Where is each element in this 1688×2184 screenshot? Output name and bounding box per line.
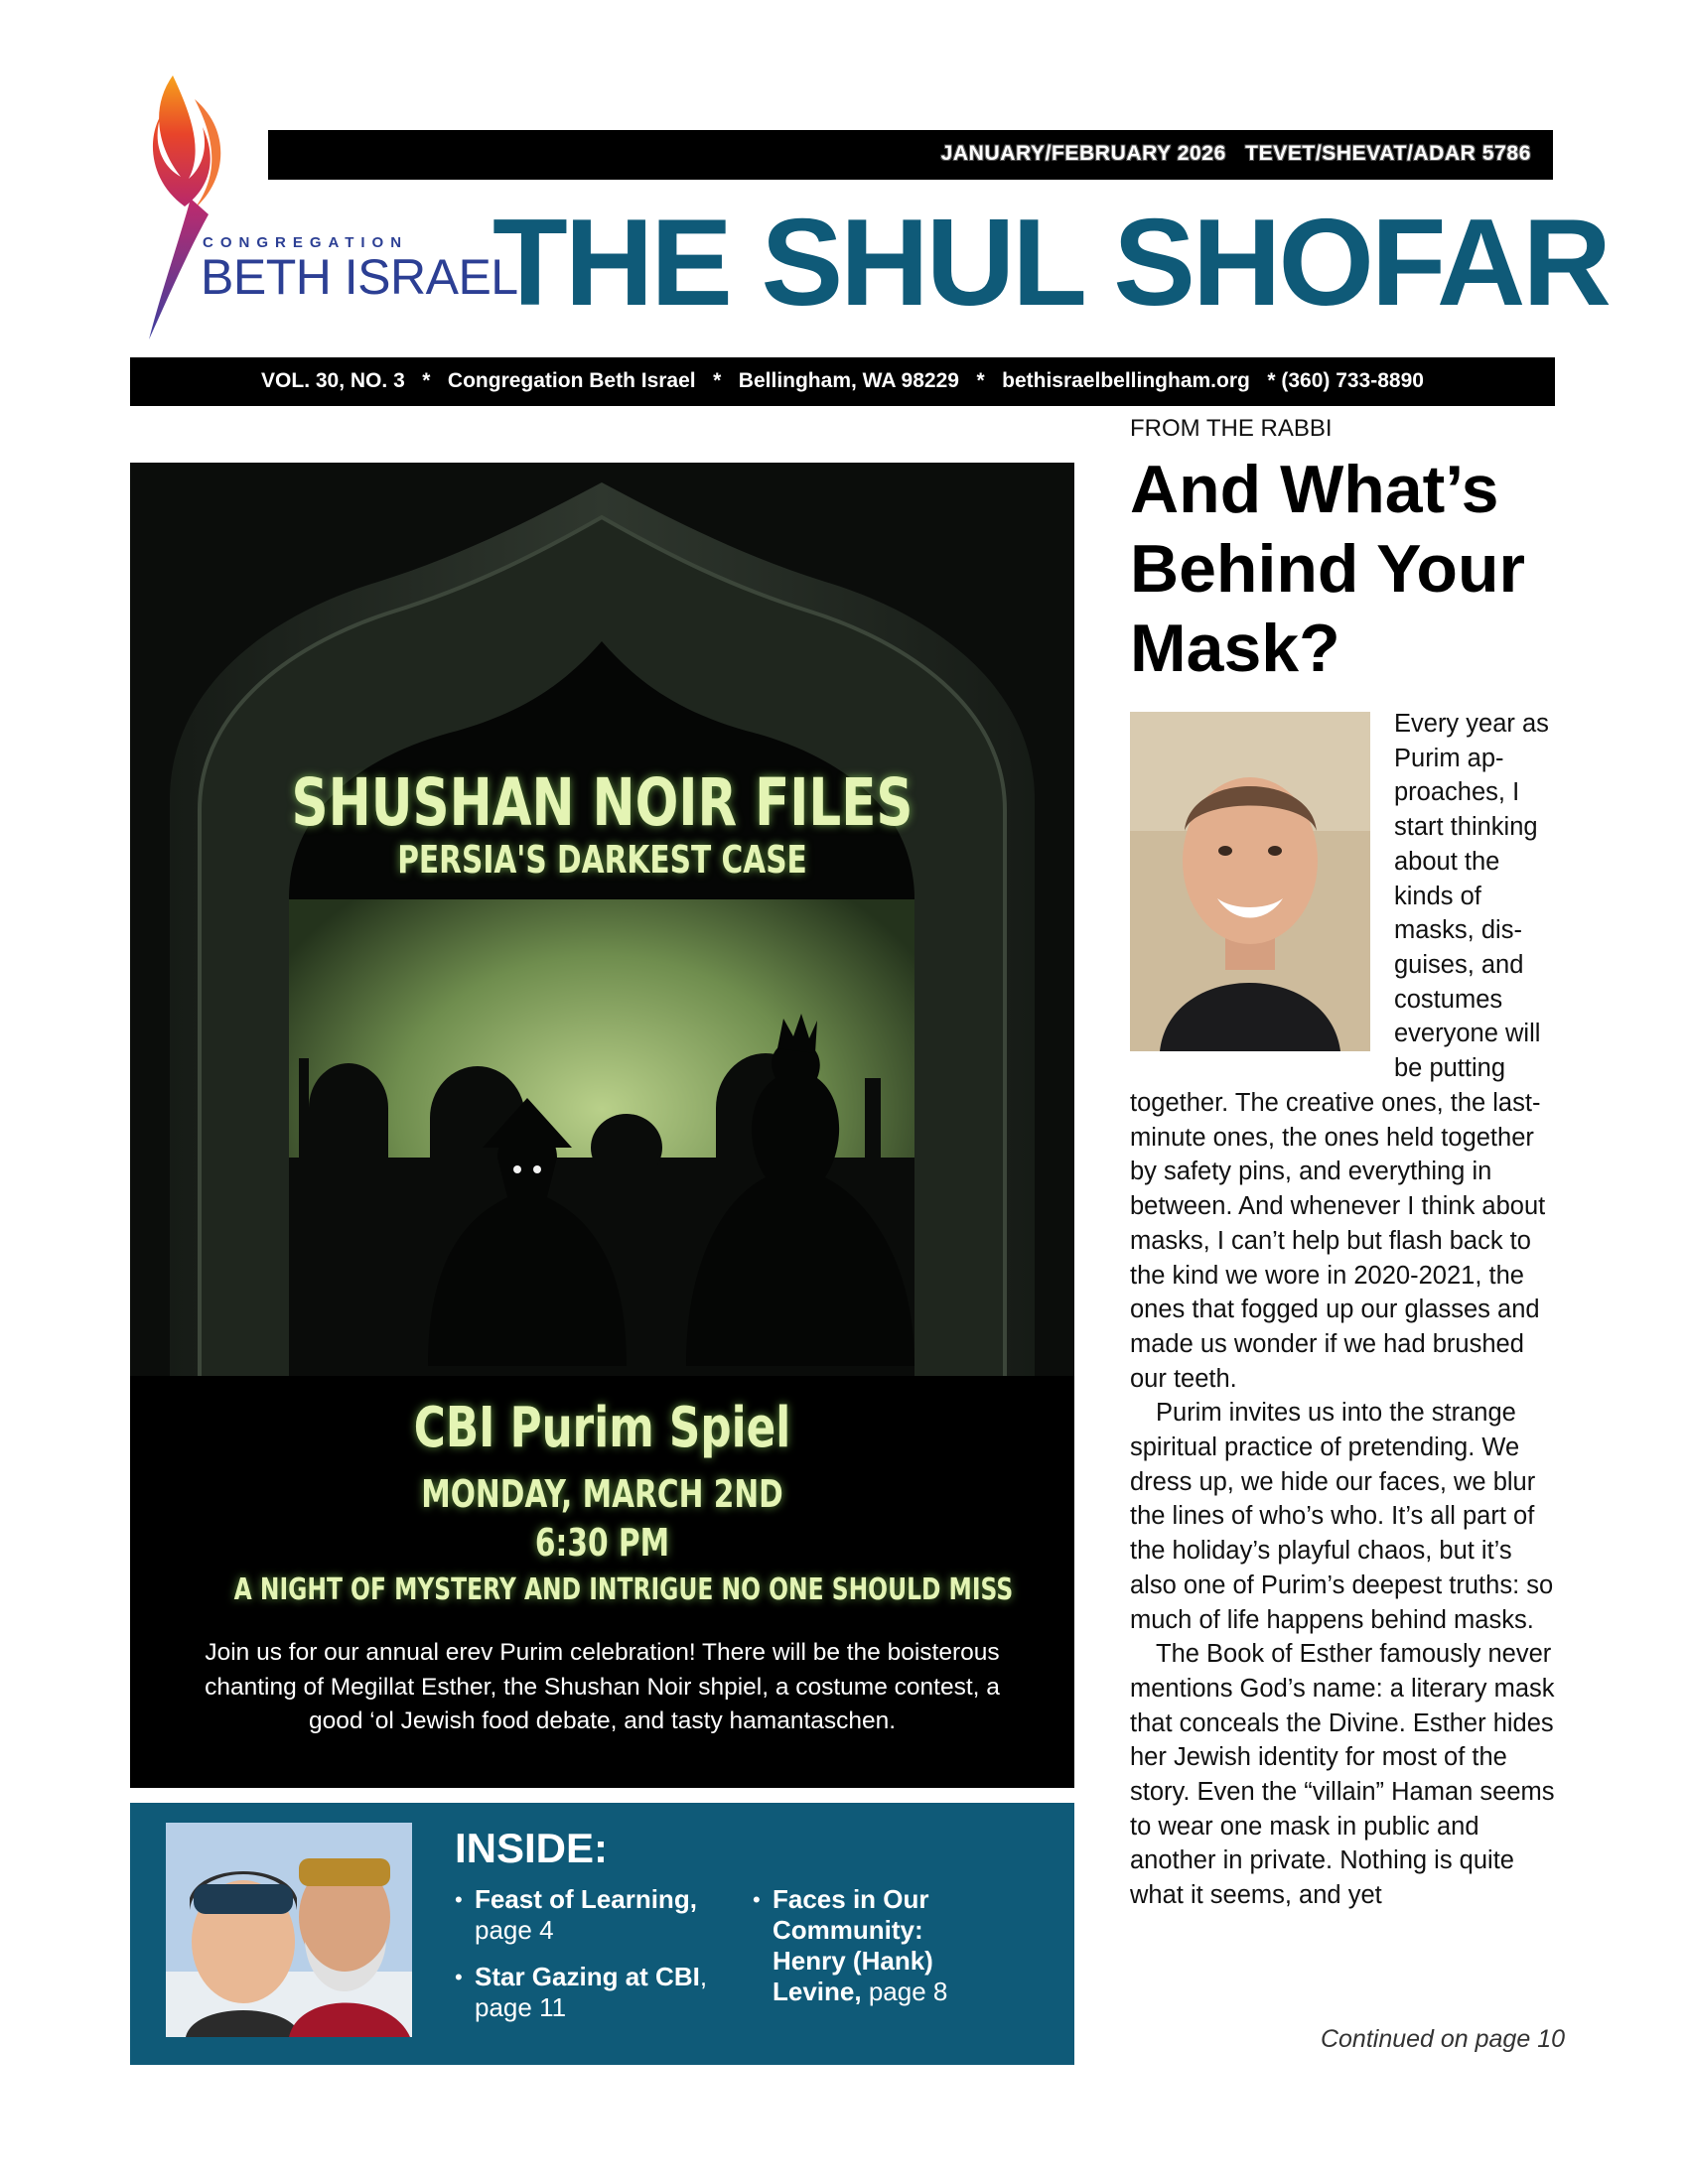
inside-item-page: page 8 <box>861 1977 948 2006</box>
poster-title: SHUSHAN NOIR FILES <box>291 764 914 841</box>
continued-link[interactable]: Continued on page 10 <box>1320 2025 1565 2053</box>
inside-list-right <box>753 1884 981 2023</box>
inside-item-title: Feast of Learning, <box>475 1884 697 1914</box>
inside-list-left <box>455 1884 723 2039</box>
inside-item-page: page 4 <box>475 1915 554 1945</box>
inside-photo <box>166 1823 412 2037</box>
inside-heading: INSIDE: <box>455 1825 609 1871</box>
poster-description: Join us for our annual erev Purim celebration! There will be the boisterous chanting of Megillat Esther, the Shushan Noir shpiel, a costume contest, a good ‘ol Jewish food debate, and tasty hamantaschen. <box>205 1639 1000 1734</box>
article-headline: And What’s Behind Your Mask? <box>1130 452 1525 686</box>
inside-item[interactable] <box>753 1884 981 2007</box>
logo-name: BETH ISRAEL <box>201 249 518 305</box>
inside-item-title: Faces in Our Community: Henry (Hank) Levine, <box>773 1884 933 2006</box>
poster-event-date: MONDAY, MARCH 2ND <box>421 1472 783 1516</box>
poster-tagline: A NIGHT OF MYSTERY AND INTRIGUE NO ONE SHOULD MISS <box>233 1572 1014 1607</box>
rabbi-photo <box>1130 712 1370 1051</box>
info-bar <box>130 357 1555 406</box>
flame-icon <box>139 69 258 347</box>
newsletter-masthead: THE SHUL SHOFAR <box>492 195 1609 332</box>
article-body <box>1130 1086 1559 1913</box>
article-intro: Every year as Purim approaches, I start thinking about the kinds of masks, disguises, and costumes everyone will be putting <box>1394 710 1549 1083</box>
poster-event-name: CBI Purim Spiel <box>413 1396 791 1460</box>
purim-poster <box>130 463 1074 1788</box>
date-bar <box>268 130 1553 180</box>
congregation-logo <box>139 69 518 347</box>
inside-item[interactable] <box>455 1962 723 2023</box>
issue-date: JANUARY/FEBRUARY 2026 TEVET/SHEVAT/ADAR 5786 <box>940 142 1531 165</box>
logo-congregation-label: CONGREGATION <box>203 234 409 251</box>
article-paragraph: The Book of Esther famously never mentions God’s name: a literary mask that conceals the Divine. Esther hides her Jewish identity for most of the story. Even the “villain” Haman seems to wear one mask in public and another in private. Nothing is quite what it seems, and yet <box>1130 1640 1555 1910</box>
section-label: FROM THE RABBI <box>1130 415 1333 442</box>
inside-box <box>130 1803 1074 2065</box>
inside-item-title: Star Gazing at CBI <box>475 1962 700 1991</box>
issue-info: VOL. 30, NO. 3 * Congregation Beth Israel * Bellingham, WA 98229 * bethisraelbellingham.org * (360) 733-8890 <box>261 369 1424 392</box>
inside-item[interactable] <box>455 1884 723 1946</box>
article-paragraph: Purim invites us into the strange spiritual practice of pretending. We dress up, we hide our faces, we blur the lines of who’s who. It’s all part of the holiday’s playful chaos, but it’s also one of Purim’s deepest truths: so much of life happens behind masks. <box>1130 1399 1554 1634</box>
poster-subtitle: PERSIA'S DARKEST CASE <box>397 838 807 882</box>
poster-event-time: 6:30 PM <box>534 1521 670 1565</box>
article-paragraph: together. The creative ones, the last-minute ones, the ones held together by safety pins, and everything in between. And whenever I think about masks, I can’t help but flash back to the kind we wore in 2020-2021, the ones that fogged up our glasses and made us wonder if we had brushed our teeth. <box>1130 1089 1546 1393</box>
inside-item-page: , page 11 <box>475 1962 708 2022</box>
